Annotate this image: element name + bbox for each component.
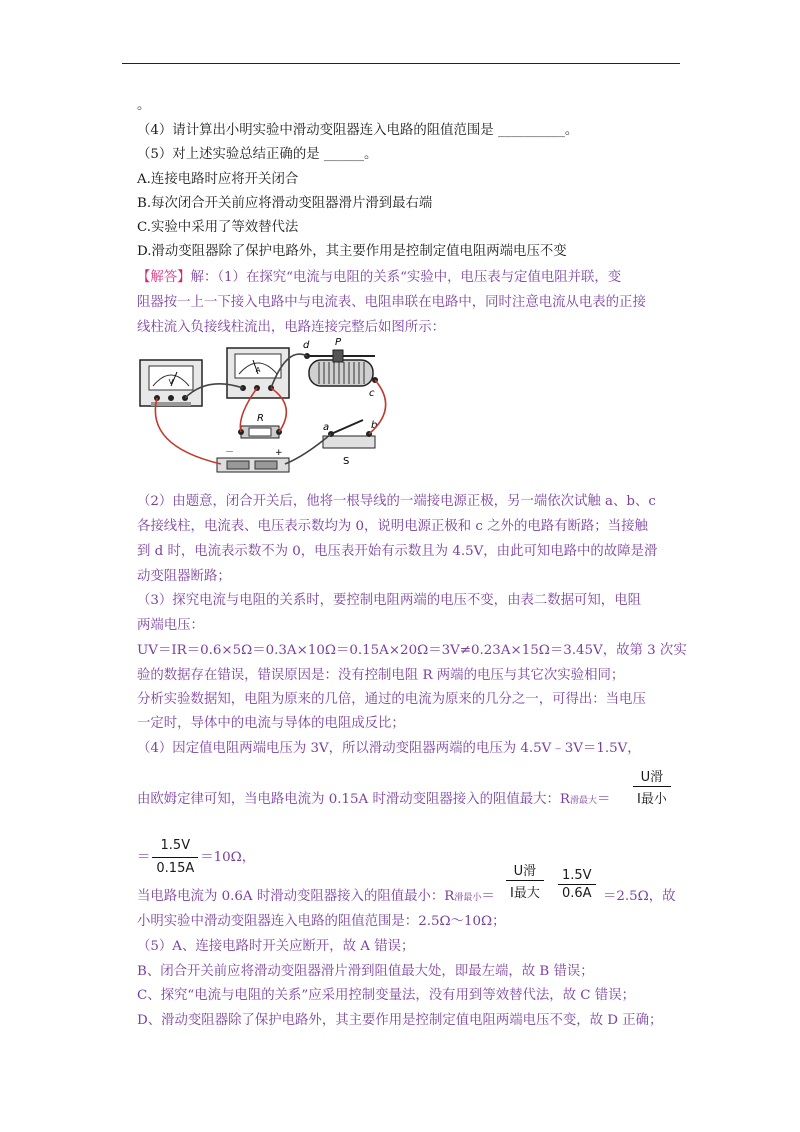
answer-p5-line2: B、闭合开关前应将滑动变阻器滑片滑到阻值最大处，即最左端，故 B 错误； (137, 964, 594, 979)
prev-question-tail: 。 (137, 98, 151, 113)
voltmeter-label: V (168, 378, 174, 386)
ammeter-label: A (255, 366, 261, 374)
answer-p4-line3: ＝ $\frac{1.5V}{0.15A}$ ＝10Ω， (137, 836, 255, 879)
answer-p3-line1: （3）探究电流与电阻的关系时，要控制电阻两端的电压不变，由表二数据可知，电阻 (137, 593, 641, 608)
fraction-1.5v-over-0.6a: $\frac{1.5V}{0.6A}$ (558, 868, 596, 901)
header-rule (122, 63, 680, 64)
rheostat-label-d: d (303, 340, 310, 351)
question-5: （5）对上述实验总结正确的是 ______。 (137, 147, 378, 162)
answer-p5-line1: （5）A、连接电路时开关应断开，故 A 错误； (137, 939, 415, 954)
answer-p2-line1: （2）由题意，闭合开关后，他将一根导线的一端接电源正极，另一端依次试触 a、b、c (137, 494, 656, 509)
answer-p3-line2: 两端电压： (137, 618, 204, 633)
fraction-u-over-imin: U滑 I最小 (633, 766, 671, 807)
battery-plus: + (275, 448, 283, 458)
answer-p4-result2: ＝2.5Ω，故 (603, 889, 676, 904)
answer-p5-line4: D、滑动变阻器除了保护电路外，其主要作用是控制定值电阻两端电压不变，故 D 正确； (137, 1013, 663, 1028)
rheostat-label-c: c (369, 388, 375, 399)
rheostat (303, 337, 378, 399)
switch-label-a: a (323, 422, 330, 433)
ammeter (227, 348, 289, 398)
answer-p3-line3: UV＝IR＝0.6×5Ω＝0.3A×10Ω＝0.15A×20Ω＝3V≠0.23A×15Ω＝3.45V，故第 3 次实 (137, 643, 687, 658)
battery-minus: － (225, 448, 235, 458)
q5-blank: ______ (323, 147, 365, 162)
answer-p4-line5: 小明实验中滑动变阻器连入电路的阻值范围是：2.5Ω～10Ω； (137, 914, 506, 929)
answer-p2-line4: 动变阻器断路； (137, 569, 231, 584)
answer-p1-line3: 线柱流入负接线柱流出，电路连接完整后如图所示： (137, 320, 445, 335)
answer-p1-line1: 【解答】解：（1）在探究“电流与电阻的关系“实验中，电压表与定值电阻并联，变 (137, 270, 622, 285)
rheostat-label-p: P (335, 337, 342, 348)
answer-p3-line4: 验的数据存在错误，错误原因是：没有控制电阻 R 两端的电压与其它次实验相同； (137, 668, 625, 683)
fraction-1.5v-over-0.15a: $\frac{1.5V}{0.15A}$ (152, 836, 198, 879)
answer-p3-line5: 分析实验数据知，电阻为原来的几倍，通过的电流为原来的几分之一，可得出：当电压 (137, 692, 646, 707)
resistor (238, 413, 282, 438)
switch (323, 420, 377, 467)
switch-label-s: S (343, 456, 350, 467)
answer-p2-line2: 各接线柱，电流表、电压表示数均为 0，说明电源正极和 c 之外的电路有断路；当接触 (137, 519, 648, 534)
answer-p4-line4: 当电路电流为 0.6A 时滑动变阻器接入的阻值最小：R滑最小＝ (137, 889, 495, 904)
option-b: B.每次闭合开关前应将滑动变阻器滑片滑到最右端 (137, 196, 433, 211)
option-c: C.实验中采用了等效替代法 (137, 220, 299, 235)
switch-label-b: b (371, 420, 378, 431)
answer-p4-line2: 由欧姆定律可知，当电路电流为 0.15A 时滑动变阻器接入的阻值最大：R滑最大＝ (137, 792, 611, 807)
resistor-label: R (257, 413, 264, 424)
answer-p1-line2: 阻器按一上一下接入电路中与电流表、电阻串联在电路中，同时注意电流从电表的正接 (137, 295, 646, 310)
answer-p4-line1: （4）因定值电阻两端电压为 3V，所以滑动变阻器两端的电压为 4.5V﹣3V＝1.5V， (137, 741, 641, 756)
answer-tag: 【解答】 (137, 270, 191, 285)
question-4: （4）请计算出小明实验中滑动变阻器连入电路的阻值范围是 __________。 (137, 123, 579, 138)
voltmeter (140, 360, 202, 406)
answer-p2-line3: 到 d 时，电流表示数不为 0，电压表开始有示数且为 4.5V，由此可知电路中的故障是滑 (137, 544, 658, 559)
battery-box (217, 448, 289, 472)
option-a: A.连接电路时应将开关闭合 (137, 172, 299, 187)
option-d: D.滑动变阻器除了保护电路外，其主要作用是控制定值电阻两端电压不变 (137, 244, 567, 259)
circuit-figure (137, 336, 412, 476)
answer-p3-line6: 一定时，导体中的电流与导体的电阻成反比； (137, 716, 405, 731)
answer-p5-line3: C、探究“电流与电阻的关系”应采用控制变量法，没有用到等效替代法，故 C 错误； (137, 988, 635, 1003)
fraction-u-over-imax: U滑 I最大 (506, 860, 544, 901)
q4-blank: __________ (497, 123, 565, 138)
